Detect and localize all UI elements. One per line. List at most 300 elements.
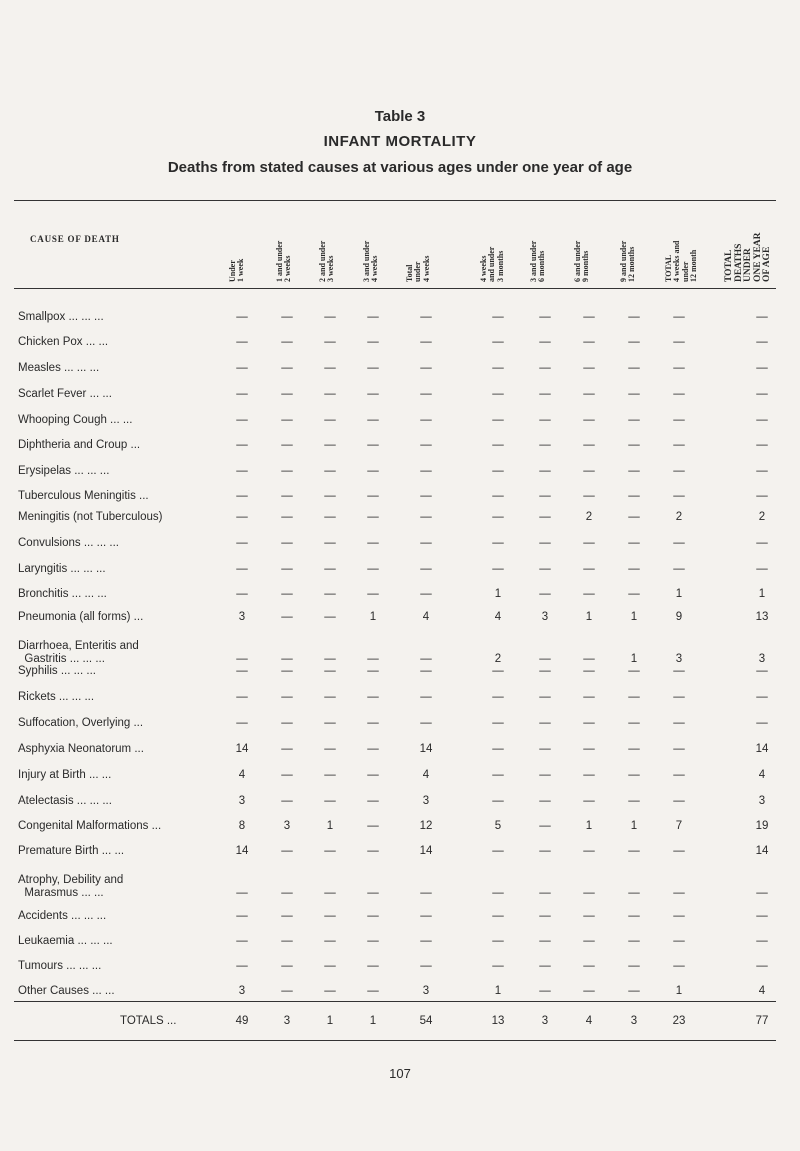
table-cell: — — [583, 845, 595, 857]
table-cell: — — [324, 563, 336, 575]
table-cell: — — [539, 691, 551, 703]
table-cell: — — [324, 588, 336, 600]
table-cell: — — [539, 362, 551, 374]
table-cell: — — [673, 311, 685, 323]
table-cell: — — [367, 511, 379, 523]
table-cell: — — [324, 769, 336, 781]
cause-label: Accidents ... ... ... — [18, 910, 107, 922]
table-cell: — — [756, 362, 768, 374]
column-header: 6 and under 9 months — [573, 240, 591, 282]
column-header: 3 and under 6 months — [529, 240, 547, 282]
table-cell: 2 — [675, 511, 683, 523]
table-cell: — — [492, 935, 504, 947]
column-header: Under 1 week — [228, 258, 246, 282]
table-cell: — — [324, 985, 336, 997]
table-cell: — — [324, 490, 336, 502]
table-cell: — — [420, 336, 432, 348]
table-cell: — — [324, 910, 336, 922]
table-cell: — — [324, 845, 336, 857]
table-cell: — — [673, 336, 685, 348]
table-cell: 3 — [422, 795, 430, 807]
table-cell: — — [539, 717, 551, 729]
table-cell: — — [583, 910, 595, 922]
table-cell: 9 — [675, 611, 683, 623]
table-cell: — — [367, 537, 379, 549]
cause-label: Diphtheria and Croup ... — [18, 439, 141, 451]
table-cell: — — [324, 439, 336, 451]
table-cell: 14 — [755, 845, 769, 857]
table-cell: — — [492, 537, 504, 549]
table-cell: 3 — [238, 985, 246, 997]
table-cell: — — [420, 439, 432, 451]
table-cell: — — [628, 985, 640, 997]
table-cell: — — [756, 311, 768, 323]
table-cell: — — [324, 465, 336, 477]
cause-label: Syphilis ... ... ... — [18, 665, 96, 677]
table-cell: — — [583, 465, 595, 477]
column-header: 9 and under 12 months — [619, 240, 637, 282]
table-cell: — — [236, 388, 248, 400]
table-cell: 1 — [758, 588, 766, 600]
table-cell: — — [420, 910, 432, 922]
table-row — [0, 362, 800, 382]
table-cell: — — [583, 388, 595, 400]
column-header: 2 and under 3 weeks — [318, 240, 336, 282]
table-cell: — — [583, 362, 595, 374]
totals-rule-bottom — [14, 1040, 776, 1041]
table-cell: 3 — [675, 653, 683, 665]
table-cell: — — [367, 887, 379, 899]
cause-label: Meningitis (not Tuberculous) — [18, 511, 163, 523]
table-cell: 2 — [758, 511, 766, 523]
table-cell: — — [420, 537, 432, 549]
totals-rule-top — [14, 1001, 776, 1002]
table-cell: — — [420, 653, 432, 665]
table-number: Table 3 — [374, 108, 426, 125]
table-cell: 1 — [675, 588, 683, 600]
table-cell: — — [281, 910, 293, 922]
table-cell: 12 — [419, 820, 433, 832]
table-cell: — — [628, 588, 640, 600]
cause-label: Measles ... ... ... — [18, 362, 100, 374]
table-row — [0, 414, 800, 434]
totals-cell: 49 — [235, 1015, 249, 1027]
table-cell: — — [673, 935, 685, 947]
table-cell: — — [539, 743, 551, 755]
table-cell: — — [367, 845, 379, 857]
table-cell: 2 — [494, 653, 502, 665]
table-cell: — — [492, 769, 504, 781]
table-cell: — — [281, 985, 293, 997]
table-cell: — — [628, 537, 640, 549]
table-cell: — — [420, 490, 432, 502]
table-cell: — — [492, 845, 504, 857]
table-cell: 1 — [326, 820, 334, 832]
table-cell: — — [628, 743, 640, 755]
table-cell: — — [367, 910, 379, 922]
table-cell: — — [673, 388, 685, 400]
table-cell: — — [756, 414, 768, 426]
table-cell: — — [420, 665, 432, 677]
totals-cell: 1 — [326, 1015, 334, 1027]
table-cell: — — [281, 414, 293, 426]
table-cell: — — [367, 336, 379, 348]
table-cell: — — [583, 717, 595, 729]
table-cell: — — [628, 769, 640, 781]
table-cell: 7 — [675, 820, 683, 832]
table-cell: — — [583, 588, 595, 600]
table-cell: 4 — [422, 611, 430, 623]
table-cell: — — [420, 563, 432, 575]
table-cell: — — [628, 439, 640, 451]
cause-label: Rickets ... ... ... — [18, 691, 95, 703]
table-cell: — — [539, 985, 551, 997]
table-cell: — — [583, 311, 595, 323]
table-cell: — — [756, 388, 768, 400]
table-cell: — — [539, 887, 551, 899]
table-cell: — — [281, 511, 293, 523]
table-cell: — — [492, 960, 504, 972]
table-cell: 1 — [630, 611, 638, 623]
table-cell: — — [628, 935, 640, 947]
table-cell: 1 — [630, 653, 638, 665]
table-row — [0, 910, 800, 930]
table-cell: — — [492, 665, 504, 677]
table-cell: — — [673, 717, 685, 729]
table-cell: — — [539, 795, 551, 807]
table-cell: — — [628, 388, 640, 400]
table-cell: — — [367, 653, 379, 665]
table-cell: — — [756, 691, 768, 703]
table-cell: — — [281, 563, 293, 575]
cause-label: Other Causes ... ... — [18, 985, 115, 997]
table-cell: — — [324, 362, 336, 374]
table-cell: — — [673, 490, 685, 502]
table-cell: — — [673, 465, 685, 477]
table-cell: — — [539, 910, 551, 922]
table-cell: — — [236, 537, 248, 549]
table-cell: 1 — [675, 985, 683, 997]
table-cell: — — [367, 820, 379, 832]
cause-label: Chicken Pox ... ... — [18, 336, 109, 348]
table-cell: — — [236, 465, 248, 477]
totals-label: TOTALS ... — [120, 1015, 177, 1027]
table-cell: — — [236, 960, 248, 972]
cause-label: Bronchitis ... ... ... — [18, 588, 107, 600]
table-cell: 1 — [494, 985, 502, 997]
table-cell: — — [539, 845, 551, 857]
table-cell: — — [539, 414, 551, 426]
table-cell: — — [420, 311, 432, 323]
table-cell: 1 — [494, 588, 502, 600]
table-row — [0, 820, 800, 840]
table-cell: — — [324, 511, 336, 523]
table-cell: — — [324, 414, 336, 426]
table-cell: — — [673, 769, 685, 781]
cause-label: Atelectasis ... ... ... — [18, 795, 112, 807]
totals-cell: 4 — [585, 1015, 593, 1027]
cause-label: Asphyxia Neonatorum ... — [18, 743, 144, 755]
table-cell: 3 — [758, 795, 766, 807]
table-cell: — — [281, 490, 293, 502]
table-cell: — — [539, 960, 551, 972]
column-header: TOTAL 4 weeks and under 12 month — [664, 240, 699, 282]
table-cell: 2 — [585, 511, 593, 523]
table-cell: — — [583, 935, 595, 947]
table-cell: — — [673, 845, 685, 857]
table-row — [0, 588, 800, 608]
table-cell: — — [324, 665, 336, 677]
header-rule — [14, 288, 776, 289]
table-cell: — — [756, 717, 768, 729]
table-cell: — — [281, 960, 293, 972]
table-cell: — — [583, 414, 595, 426]
table-cell: 3 — [238, 795, 246, 807]
table-cell: 13 — [755, 611, 769, 623]
table-cell: — — [367, 691, 379, 703]
totals-cell: 3 — [541, 1015, 549, 1027]
table-cell: — — [236, 588, 248, 600]
table-cell: — — [367, 563, 379, 575]
table-cell: — — [492, 717, 504, 729]
table-cell: — — [583, 665, 595, 677]
table-cell: — — [539, 490, 551, 502]
table-row — [0, 665, 800, 685]
cause-label: Premature Birth ... ... — [18, 845, 125, 857]
totals-cell: 23 — [672, 1015, 686, 1027]
column-header: Total under 4 weeks — [405, 255, 431, 282]
table-cell: — — [236, 490, 248, 502]
table-cell: — — [420, 717, 432, 729]
table-cell: — — [281, 743, 293, 755]
table-cell: — — [281, 935, 293, 947]
table-cell: — — [539, 537, 551, 549]
table-cell: — — [673, 960, 685, 972]
totals-cell: 1 — [369, 1015, 377, 1027]
table-cell: — — [583, 537, 595, 549]
table-cell: — — [628, 960, 640, 972]
table-cell: — — [324, 795, 336, 807]
table-cell: — — [281, 439, 293, 451]
table-cell: 3 — [758, 653, 766, 665]
table-cell: — — [236, 362, 248, 374]
table-cell: — — [583, 960, 595, 972]
table-cell: — — [281, 717, 293, 729]
table-cell: — — [756, 935, 768, 947]
table-cell: — — [281, 537, 293, 549]
table-cell: — — [324, 537, 336, 549]
table-cell: — — [583, 653, 595, 665]
totals-row — [0, 1015, 800, 1035]
table-row — [0, 511, 800, 531]
table-cell: — — [420, 511, 432, 523]
table-cell: — — [367, 414, 379, 426]
table-cell: — — [236, 311, 248, 323]
table-cell: — — [492, 388, 504, 400]
table-cell: — — [628, 490, 640, 502]
table-cell: 14 — [235, 845, 249, 857]
table-cell: — — [583, 490, 595, 502]
table-cell: — — [324, 717, 336, 729]
table-cell: 1 — [585, 611, 593, 623]
column-header: 4 weeks and under 3 months — [479, 246, 505, 282]
table-cell: — — [583, 795, 595, 807]
table-cell: 14 — [419, 845, 433, 857]
table-cell: — — [324, 336, 336, 348]
table-row — [0, 960, 800, 980]
table-cell: — — [367, 362, 379, 374]
table-cell: — — [492, 362, 504, 374]
table-cell: — — [367, 960, 379, 972]
table-cell: — — [756, 336, 768, 348]
table-cell: — — [628, 563, 640, 575]
table-cell: — — [324, 887, 336, 899]
table-cell: — — [420, 691, 432, 703]
table-cell: — — [628, 465, 640, 477]
table-cell: 1 — [630, 820, 638, 832]
table-row — [0, 563, 800, 583]
table-cell: — — [492, 910, 504, 922]
table-title: INFANT MORTALITY — [323, 133, 477, 150]
table-cell: — — [281, 769, 293, 781]
table-row — [0, 769, 800, 789]
table-cell: — — [324, 743, 336, 755]
table-cell: — — [539, 935, 551, 947]
table-cell: — — [673, 910, 685, 922]
table-subtitle: Deaths from stated causes at various ages under one year of age — [167, 159, 633, 176]
table-row — [0, 388, 800, 408]
table-cell: — — [756, 665, 768, 677]
table-cell: — — [236, 910, 248, 922]
table-cell: — — [324, 960, 336, 972]
table-cell: 4 — [758, 769, 766, 781]
table-cell: — — [673, 362, 685, 374]
table-cell: 4 — [238, 769, 246, 781]
table-cell: — — [367, 490, 379, 502]
table-cell: — — [236, 691, 248, 703]
table-row — [0, 640, 800, 665]
table-cell: — — [539, 769, 551, 781]
table-row — [0, 874, 800, 899]
table-cell: — — [236, 665, 248, 677]
table-cell: 1 — [585, 820, 593, 832]
table-cell: — — [324, 311, 336, 323]
table-cell: — — [236, 653, 248, 665]
table-cell: — — [583, 336, 595, 348]
table-cell: — — [583, 439, 595, 451]
table-cell: — — [628, 910, 640, 922]
table-cell: — — [628, 845, 640, 857]
table-cell: — — [492, 795, 504, 807]
table-cell: — — [367, 665, 379, 677]
table-cell: — — [492, 336, 504, 348]
table-cell: — — [628, 691, 640, 703]
cause-label: Scarlet Fever ... ... — [18, 388, 112, 400]
table-cell: — — [539, 388, 551, 400]
table-cell: — — [281, 653, 293, 665]
table-cell: 19 — [755, 820, 769, 832]
table-cell: — — [628, 311, 640, 323]
top-rule — [14, 200, 776, 201]
table-cell: — — [673, 414, 685, 426]
table-cell: — — [583, 887, 595, 899]
table-row — [0, 311, 800, 331]
table-row — [0, 465, 800, 485]
table-row — [0, 717, 800, 737]
cause-column-header: CAUSE OF DEATH — [30, 234, 120, 244]
table-cell: — — [281, 845, 293, 857]
table-cell: — — [628, 795, 640, 807]
table-cell: — — [281, 795, 293, 807]
table-row — [0, 537, 800, 557]
table-row — [0, 935, 800, 955]
table-cell: — — [492, 439, 504, 451]
table-row — [0, 490, 800, 510]
cause-label: Convulsions ... ... ... — [18, 537, 119, 549]
table-cell: — — [281, 465, 293, 477]
table-cell: — — [539, 311, 551, 323]
table-cell: — — [492, 311, 504, 323]
table-cell: — — [756, 960, 768, 972]
table-cell: — — [236, 336, 248, 348]
table-cell: 4 — [494, 611, 502, 623]
table-cell: — — [281, 691, 293, 703]
table-cell: — — [539, 653, 551, 665]
table-cell: 8 — [238, 820, 246, 832]
table-cell: — — [756, 537, 768, 549]
table-cell: — — [673, 887, 685, 899]
table-cell: — — [367, 439, 379, 451]
totals-cell: 3 — [283, 1015, 291, 1027]
table-cell: — — [583, 691, 595, 703]
table-row — [0, 795, 800, 815]
table-cell: — — [420, 935, 432, 947]
table-cell: — — [583, 743, 595, 755]
table-cell: — — [236, 414, 248, 426]
cause-label: Whooping Cough ... ... — [18, 414, 133, 426]
table-cell: — — [420, 414, 432, 426]
table-cell: — — [539, 511, 551, 523]
table-cell: — — [756, 490, 768, 502]
cause-label: Laryngitis ... ... ... — [18, 563, 106, 575]
table-cell: — — [236, 511, 248, 523]
table-row — [0, 439, 800, 459]
table-cell: — — [628, 717, 640, 729]
table-cell: — — [281, 336, 293, 348]
table-cell: — — [492, 887, 504, 899]
table-cell: — — [281, 665, 293, 677]
table-cell: — — [539, 588, 551, 600]
table-cell: — — [281, 362, 293, 374]
table-cell: — — [281, 588, 293, 600]
table-cell: 1 — [369, 611, 377, 623]
table-cell: — — [324, 611, 336, 623]
table-cell: 3 — [238, 611, 246, 623]
table-cell: — — [367, 935, 379, 947]
table-cell: — — [673, 665, 685, 677]
cause-label: Leukaemia ... ... ... — [18, 935, 113, 947]
table-cell: — — [236, 887, 248, 899]
table-cell: — — [324, 388, 336, 400]
table-cell: — — [539, 465, 551, 477]
column-header: TOTAL DEATHS UNDER ONE YEAR OF AGE — [724, 232, 772, 282]
table-cell: — — [492, 691, 504, 703]
table-cell: — — [492, 490, 504, 502]
table-cell: — — [236, 563, 248, 575]
table-cell: — — [281, 887, 293, 899]
table-cell: 5 — [494, 820, 502, 832]
table-cell: — — [756, 465, 768, 477]
